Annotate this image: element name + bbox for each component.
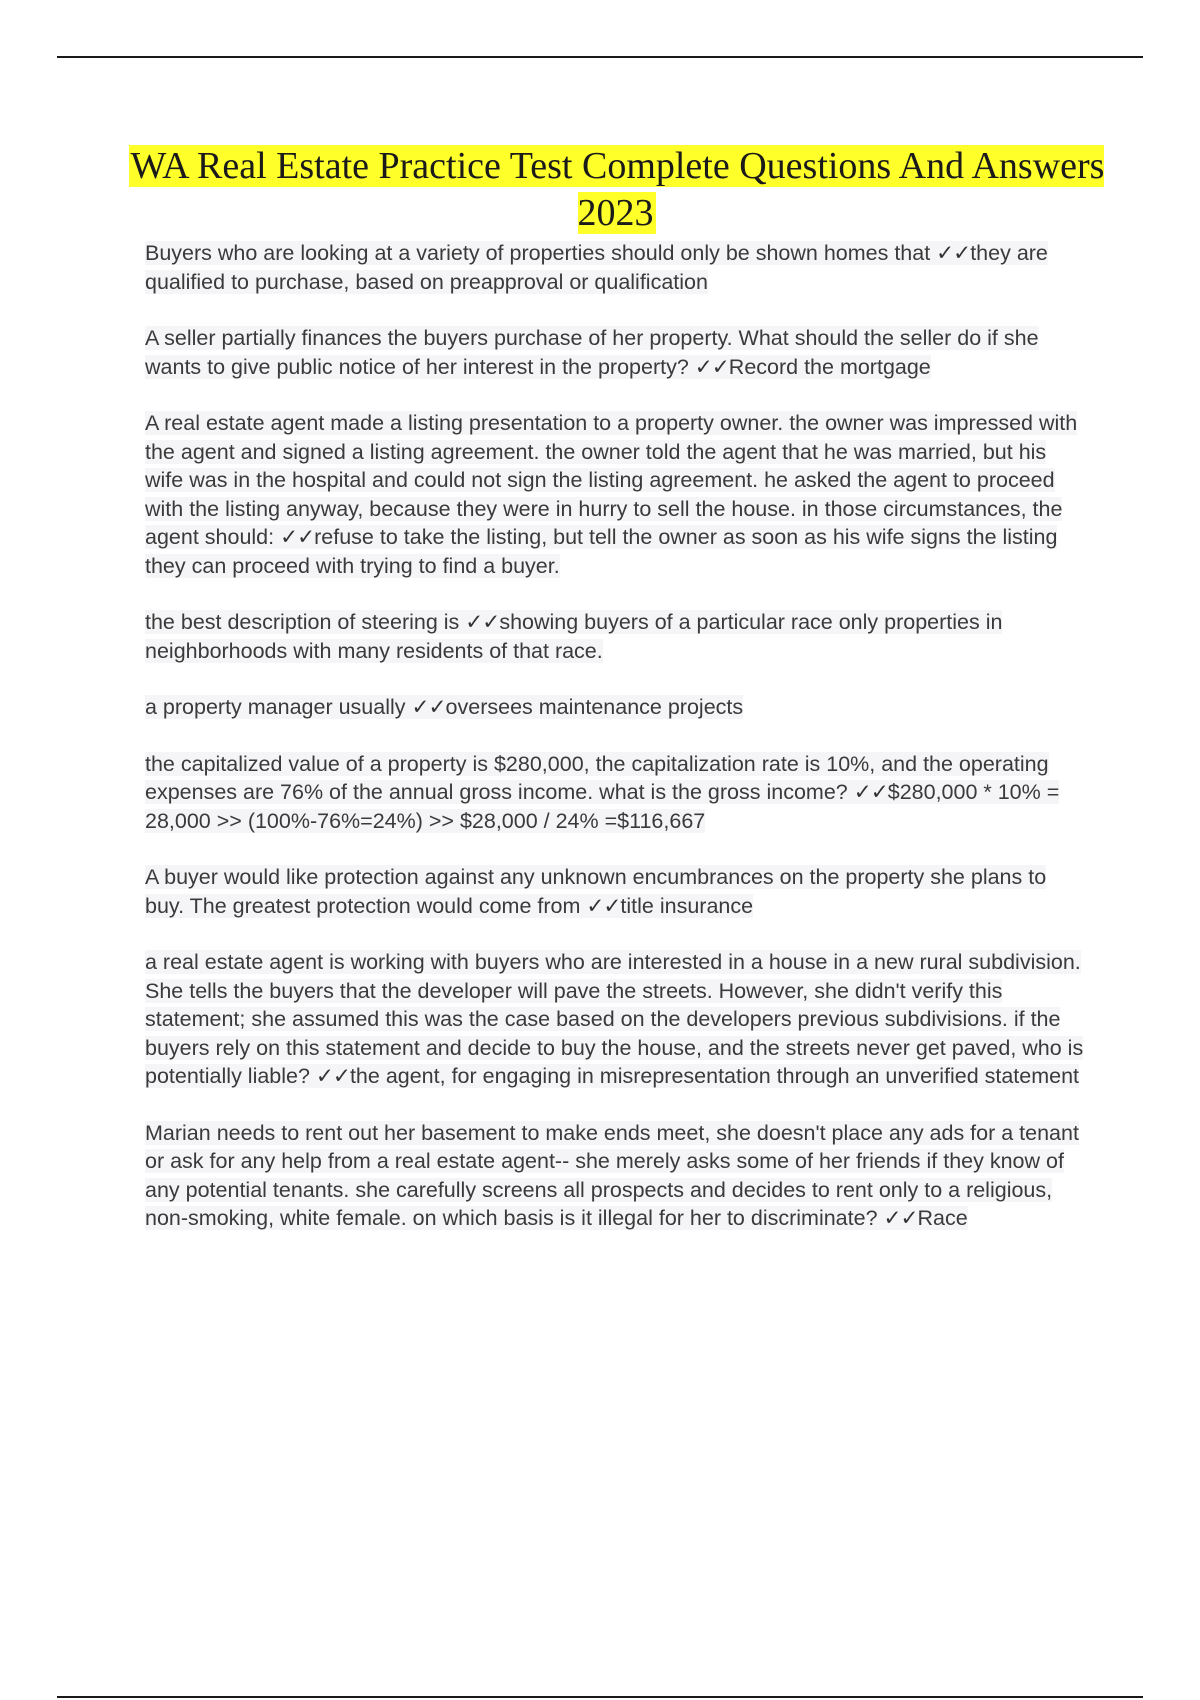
qa-item <box>145 1119 1090 1233</box>
answer-text: showing buyers of a particular race only properties in neighborhoods with many residents of that race. <box>145 610 1003 663</box>
qa-item <box>145 409 1090 580</box>
check-mark-icon: ✓✓ <box>465 610 500 634</box>
check-mark-icon: ✓✓ <box>411 695 446 719</box>
check-mark-icon: ✓✓ <box>586 893 621 918</box>
top-rule <box>57 56 1143 58</box>
question-text: a real estate agent is working with buyers who are interested in a house in a new rural subdivision. She tells the buyers that the developer will pave the streets. However, she didn't verify this statement; she assumed this was the case based on the developers previous subdivisions. if the buyers rely on this statement and decide to buy the house, and the streets never get paved, who is potentially liable? <box>145 950 1084 1088</box>
bottom-rule <box>57 1696 1143 1698</box>
answer-text: title insurance <box>620 893 754 918</box>
answer-text: Record the mortgage <box>728 354 931 379</box>
qa-list <box>145 239 1090 1261</box>
check-mark-icon: ✓✓ <box>694 354 729 379</box>
qa-item <box>145 750 1090 836</box>
question-text: A buyer would like protection against any unknown encumbrances on the property she plans to buy. The greatest protection would come from <box>145 865 1047 918</box>
qa-item <box>145 693 1090 722</box>
question-text: Buyers who are looking at a variety of properties should only be shown homes that <box>145 241 937 265</box>
answer-text: $280,000 * 10% = 28,000 >> (100%-76%=24%) >> $28,000 / 24% =$116,667 <box>145 780 1060 833</box>
check-mark-icon: ✓✓ <box>315 1064 350 1088</box>
question-text: A seller partially finances the buyers purchase of her property. What should the seller do if she wants to give public notice of her interest in the property? <box>145 326 1039 379</box>
answer-text: Race <box>917 1206 968 1230</box>
question-text: Marian needs to rent out her basement to make ends meet, she doesn't place any ads for a tenant or ask for any help from a real estate agent-- she merely asks some of her friends if they know of any potential tenants. she carefully screens all prospects and decides to rent only to a religious, non-smoking, white female. on which basis is it illegal for her to discriminate? <box>145 1120 1079 1230</box>
qa-item <box>145 863 1090 920</box>
check-mark-icon: ✓✓ <box>853 780 888 804</box>
question-text: a property manager usually <box>145 695 412 719</box>
qa-item <box>145 948 1090 1091</box>
question-text: the best description of steering is <box>145 610 466 634</box>
qa-item <box>145 239 1090 296</box>
answer-text: the agent, for engaging in misrepresentation through an unverified statement <box>349 1064 1080 1088</box>
check-mark-icon: ✓✓ <box>280 525 315 549</box>
check-mark-icon: ✓✓ <box>883 1206 918 1230</box>
document-title <box>120 143 1113 237</box>
answer-text: they are qualified to purchase, based on preapproval or qualification <box>145 241 1048 294</box>
answer-text: refuse to take the listing, but tell the owner as soon as his wife signs the listing they can proceed with trying to find a buyer. <box>145 525 1058 578</box>
title-highlight: WA Real Estate Practice Test Complete Questions And Answers 2023 <box>130 145 1105 234</box>
question-text: A real estate agent made a listing presentation to a property owner. the owner was impressed with the agent and signed a listing agreement. the owner told the agent that he was married, but his wife was in the hospital and could not sign the listing agreement. he asked the agent to proceed with the listing anyway, because they were in hurry to sell the house. in those circumstances, the agent should: <box>145 411 1078 549</box>
check-mark-icon: ✓✓ <box>936 241 971 265</box>
qa-item <box>145 324 1090 381</box>
qa-item <box>145 608 1090 665</box>
answer-text: oversees maintenance projects <box>445 695 744 719</box>
question-text: the capitalized value of a property is $280,000, the capitalization rate is 10%, and the operating expenses are 76% of the annual gross income. what is the gross income? <box>145 751 1049 804</box>
